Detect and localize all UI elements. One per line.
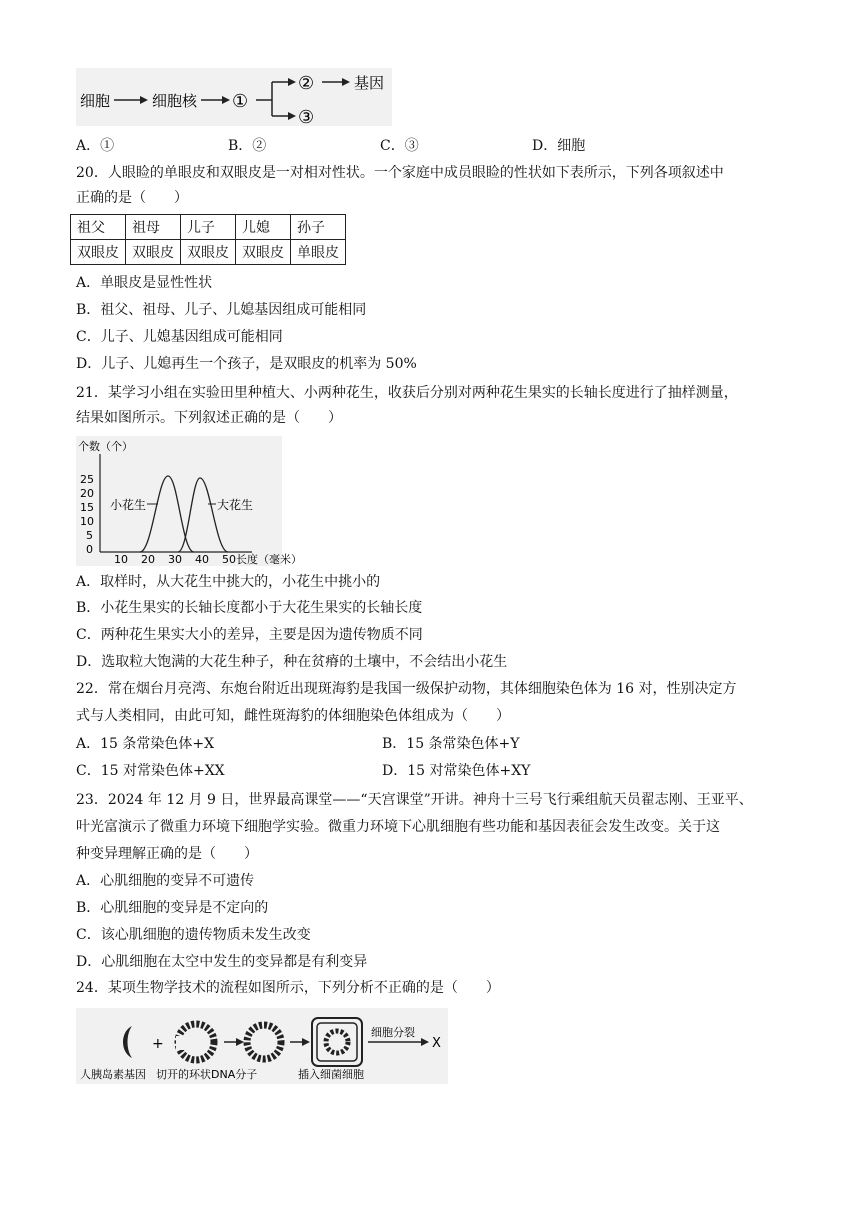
q23-stem-line1: 23．2024 年 12 月 9 日，世界最高课堂——“天宫课堂”开讲。神舟十三号飞行乘组航天员翟志刚、王亚平、: [76, 792, 753, 808]
flow-arrowhead-gene: [342, 78, 350, 86]
flow-n1: ①: [232, 91, 249, 112]
q20-option-c: C．儿子、儿媳基因组成可能相同: [76, 329, 283, 345]
q20-stem-line1: 20．人眼睑的单眼皮和双眼皮是一对相对性状。一个家庭中成员眼睑的性状如下表所示，下列各项叙述中: [76, 165, 724, 181]
xtick-label: 50: [222, 553, 236, 566]
dna-cut-gap: [176, 1036, 188, 1050]
big-peanut-curve: [178, 478, 228, 552]
small-peanut-curve: [140, 476, 194, 552]
q19-option-d: D．细胞: [532, 138, 586, 154]
q24-process-svg: [76, 1008, 448, 1084]
flow-n3: ③: [298, 107, 315, 128]
q21-stem-line1: 21．某学习小组在实验田里种植大、小两种花生，收获后分别对两种花生果实的长轴长度进行了抽样测量，: [76, 385, 738, 401]
recombinant-dna-icon: [247, 1025, 281, 1059]
ytick-label: 0: [86, 543, 93, 556]
xtick-label: 20: [141, 553, 155, 566]
chart-ylabel: 个数（个）: [78, 440, 133, 453]
q22-option-c: C．15 对常染色体+XX: [76, 763, 225, 779]
q21-option-b: B．小花生果实的长轴长度都小于大花生果实的长轴长度: [76, 600, 423, 616]
q24-process-figure: [76, 1008, 448, 1084]
table-header-cell: 祖父: [71, 215, 126, 240]
q22-option-b: B．15 条常染色体+Y: [382, 736, 520, 752]
table-cell: 双眼皮: [71, 240, 126, 265]
q21-chart-svg: [76, 436, 302, 566]
q22-option-d: D．15 对常染色体+XY: [382, 763, 531, 779]
q21-option-c: C．两种花生果实大小的差异，主要是因为遗传物质不同: [76, 627, 423, 643]
insert-bacteria-label: 插入细菌细胞: [298, 1068, 364, 1081]
inserted-plasmid-icon: [326, 1031, 348, 1053]
small-peanut-label: 小花生: [110, 498, 147, 512]
process-arrowhead-1: [236, 1038, 244, 1046]
big-peanut-label: 大花生: [217, 498, 254, 512]
bacterium-cell-outer-icon: [312, 1018, 362, 1066]
table-header-cell: 孙子: [291, 215, 346, 240]
flow-arrowhead-2: [222, 96, 230, 104]
q22-stem-line1: 22．常在烟台月亮湾、东炮台附近出现斑海豹是我国一级保护动物，其体细胞染色体为 16 对，性别决定方: [76, 681, 737, 697]
q19-flow-svg: [76, 68, 392, 126]
ytick-label: 25: [80, 473, 94, 486]
ytick-label: 20: [80, 487, 94, 500]
table-cell: 单眼皮: [291, 240, 346, 265]
xtick-label: 30: [168, 553, 182, 566]
product-x-label: X: [432, 1036, 441, 1051]
chart-xlabel: 长度（毫米）: [236, 553, 302, 566]
plus-sign: +: [152, 1036, 164, 1052]
flow-arrowhead-down: [288, 112, 296, 120]
q19-option-a: A．①: [76, 138, 115, 154]
q23-option-d: D．心肌细胞在太空中发生的变异都是有利变异: [76, 954, 368, 970]
q21-option-d: D．选取粒大饱满的大花生种子，种在贫瘠的土壤中，不会结出小花生: [76, 654, 508, 670]
q20-option-d: D．儿子、儿媳再生一个孩子，是双眼皮的机率为 50%: [76, 356, 417, 372]
table-header-row: [71, 215, 346, 240]
table-header-cell: 儿媳: [236, 215, 291, 240]
table-row: [71, 240, 346, 265]
cell-division-label: 细胞分裂: [371, 1026, 415, 1039]
q20-stem-line2: 正确的是（ ）: [76, 190, 188, 206]
q21-chart-figure: [76, 436, 302, 566]
flow-arrowhead-1: [140, 96, 148, 104]
q23-option-a: A．心肌细胞的变异不可遗传: [76, 873, 255, 889]
insulin-gene-fragment-icon: [123, 1026, 132, 1058]
q20-option-b: B．祖父、祖母、儿子、儿媳基因组成可能相同: [76, 302, 367, 318]
ytick-label: 5: [86, 529, 93, 542]
q20-trait-table: [70, 214, 346, 265]
q23-stem-line3: 种变异理解正确的是（ ）: [76, 846, 258, 862]
flow-arrowhead-up: [288, 78, 296, 86]
flow-gene: 基因: [354, 74, 385, 92]
insulin-gene-label: 人胰岛素基因: [80, 1068, 146, 1081]
process-arrowhead-2: [302, 1038, 310, 1046]
q22-stem-line2: 式与人类相同，由此可知，雌性斑海豹的体细胞染色体组成为（ ）: [76, 708, 510, 724]
cut-dna-label: 切开的环状DNA分子: [156, 1068, 258, 1081]
ytick-label: 10: [80, 515, 94, 528]
process-arrowhead-3: [421, 1038, 429, 1046]
table-cell: 双眼皮: [236, 240, 291, 265]
table-header-cell: 祖母: [126, 215, 181, 240]
q21-option-a: A．取样时，从大花生中挑大的，小花生中挑小的: [76, 574, 381, 590]
ytick-label: 15: [80, 501, 94, 514]
q19-option-b: B．②: [228, 138, 267, 154]
flow-cell: 细胞: [80, 92, 111, 110]
q19-option-c: C．③: [380, 138, 419, 154]
q24-stem-line1: 24．某项生物学技术的流程如图所示，下列分析不正确的是（ ）: [76, 980, 500, 996]
table-header-cell: 儿子: [181, 215, 236, 240]
q21-stem-line2: 结果如图所示。下列叙述正确的是（ ）: [76, 410, 342, 426]
flow-n2: ②: [298, 73, 315, 94]
flow-nucleus: 细胞核: [152, 92, 198, 110]
q20-option-a: A．单眼皮是显性性状: [76, 275, 213, 291]
xtick-label: 40: [195, 553, 209, 566]
q19-flow-figure: [76, 68, 392, 126]
q22-option-a: A．15 条常染色体+X: [76, 736, 215, 752]
q23-option-c: C．该心肌细胞的遗传物质未发生改变: [76, 927, 311, 943]
table-cell: 双眼皮: [181, 240, 236, 265]
q23-stem-line2: 叶光富演示了微重力环境下细胞学实验。微重力环境下心肌细胞有些功能和基因表征会发生改变。关于这: [76, 819, 720, 835]
q23-option-b: B．心肌细胞的变异是不定向的: [76, 900, 269, 916]
table-cell: 双眼皮: [126, 240, 181, 265]
xtick-label: 10: [114, 553, 128, 566]
